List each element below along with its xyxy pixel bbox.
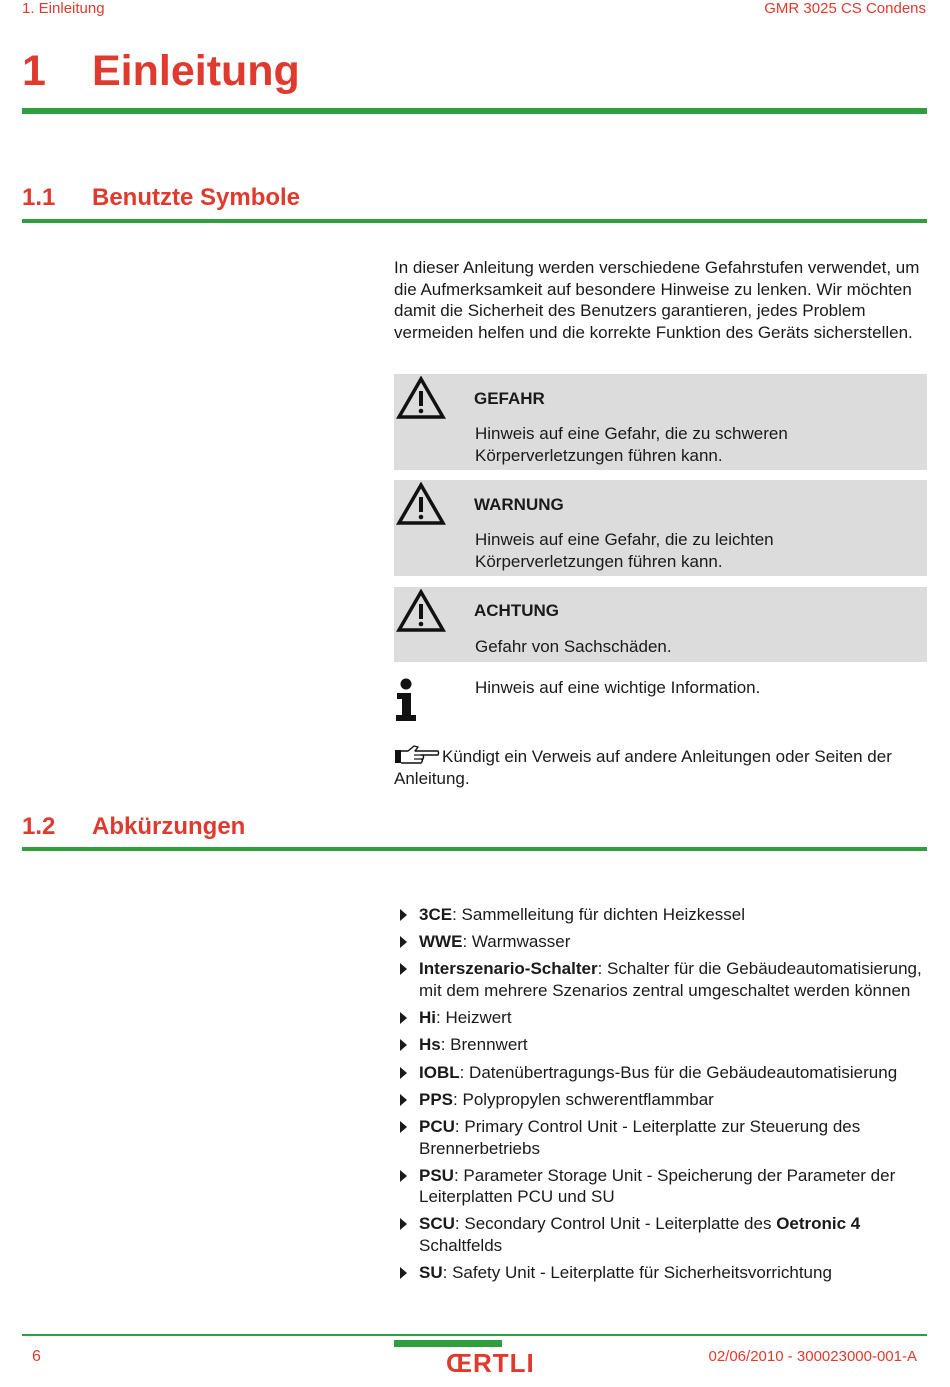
abbreviation-desc: : Heizwert <box>436 1008 512 1028</box>
footer-accent-bar <box>394 1340 502 1347</box>
section-heading-symbols <box>22 183 300 213</box>
list-item <box>398 1213 928 1256</box>
abbreviation-term: Hi <box>419 1008 436 1028</box>
bullet-triangle-icon <box>400 1170 407 1182</box>
warning-triangle-icon <box>396 482 446 526</box>
bullet-triangle-icon <box>400 1012 407 1024</box>
list-item <box>398 1089 928 1111</box>
section-rule <box>22 847 927 851</box>
abbreviation-term: Hs <box>419 1035 441 1055</box>
section-number: 1.1 <box>22 184 56 211</box>
note-text: Gefahr von Sachschäden. <box>475 637 672 656</box>
running-header-chapter: 1. Einleitung <box>22 0 105 17</box>
section-title: Benutzte Symbole <box>92 184 301 211</box>
reference-text: Kündigt ein Verweis auf andere Anleitungen oder Seiten der Anleitung. <box>394 747 892 788</box>
note-box-warning <box>394 480 927 576</box>
warning-triangle-icon <box>396 589 446 633</box>
abbreviation-desc: : Brennwert <box>440 1035 528 1055</box>
warning-triangle-icon <box>396 376 446 420</box>
brand-logo: ŒRTLI <box>446 1348 535 1378</box>
abbreviation-term: WWE <box>419 932 463 952</box>
note-text: Hinweis auf eine Gefahr, die zu schweren Körperverletzungen führen kann. <box>475 424 788 465</box>
abbreviation-desc: : Primary Control Unit - Leiterplatte zur Steuerung des Brennerbetriebs <box>419 1116 861 1158</box>
document-reference: 02/06/2010 - 300023000-001-A <box>708 1348 917 1365</box>
list-item <box>398 1262 928 1284</box>
chapter-title-text: Einleitung <box>92 47 300 95</box>
list-item <box>398 958 928 1001</box>
note-box-caution <box>394 587 927 662</box>
abbreviation-desc: : Sammelleitung für dichten Heizkessel <box>452 905 745 924</box>
list-item <box>398 1034 928 1056</box>
section-heading-abbreviations <box>22 812 245 842</box>
bullet-triangle-icon <box>400 1218 407 1230</box>
list-item <box>398 1165 928 1208</box>
abbreviation-desc-bold: Oetronic 4 <box>776 1214 861 1234</box>
abbreviation-term: PPS <box>419 1089 454 1109</box>
abbreviation-desc: : Secondary Control Unit - Leiterplatte des <box>454 1214 777 1234</box>
list-item <box>398 1007 928 1029</box>
note-title: ACHTUNG <box>474 601 559 620</box>
bullet-triangle-icon <box>400 1039 407 1051</box>
bullet-triangle-icon <box>400 1121 407 1133</box>
page-number: 6 <box>32 1348 41 1365</box>
bullet-triangle-icon <box>400 909 407 921</box>
list-item <box>398 904 928 926</box>
bullet-triangle-icon <box>400 1067 407 1079</box>
reference-note <box>394 745 929 789</box>
note-title: WARNUNG <box>474 495 564 514</box>
note-text: Hinweis auf eine Gefahr, die zu leichten Körperverletzungen führen kann. <box>475 530 774 571</box>
info-icon <box>394 678 420 722</box>
abbreviation-desc-tail: Schaltfelds <box>419 1236 503 1256</box>
footer-rule <box>22 1334 927 1336</box>
bullet-triangle-icon <box>400 1094 407 1106</box>
chapter-title <box>22 44 300 98</box>
abbreviation-term: Interszenario-Schalter <box>419 959 598 979</box>
abbreviation-term: PCU <box>419 1116 455 1136</box>
abbreviation-desc: : Datenübertragungs-Bus für die Gebäudeautomatisierung <box>459 1062 898 1082</box>
section-rule <box>22 219 927 223</box>
note-title: GEFAHR <box>474 389 545 408</box>
list-item <box>398 1062 928 1084</box>
chapter-rule <box>22 108 927 114</box>
bullet-triangle-icon <box>400 936 407 948</box>
abbreviation-desc: : Schalter für die Gebäudeautomatisierung, mit dem mehrere Szenarios zentral umgeschaltet werden können <box>419 959 922 1000</box>
abbreviation-desc: : Polypropylen schwerentflammbar <box>453 1089 714 1109</box>
bullet-triangle-icon <box>400 963 407 975</box>
note-box-danger <box>394 374 927 470</box>
abbreviation-term: 3CE <box>419 905 453 924</box>
list-item <box>398 1116 928 1159</box>
abbreviation-term: PSU <box>419 1165 454 1185</box>
abbreviation-list <box>398 904 928 1289</box>
abbreviation-term: SCU <box>419 1214 455 1234</box>
section-title: Abkürzungen <box>92 813 246 840</box>
pointing-hand-icon <box>394 745 440 765</box>
abbreviation-term: IOBL <box>419 1062 460 1082</box>
intro-paragraph: In dieser Anleitung werden verschiedene Gefahrstufen verwendet, um die Aufmerksamkeit auf besondere Hinweise zu lenken. Wir möchten damit die Sicherheit des Benutzers garantieren, jedes Problem vermeiden helfen und die korrekte Funktion des Geräts sicherstellen. <box>394 258 920 342</box>
running-header-product: GMR 3025 CS Condens <box>764 0 926 17</box>
info-text: Hinweis auf eine wichtige Information. <box>475 678 761 697</box>
chapter-number: 1 <box>22 47 46 95</box>
bullet-triangle-icon <box>400 1267 407 1279</box>
abbreviation-desc: : Parameter Storage Unit - Speicherung der Parameter der Leiterplatten PCU und SU <box>419 1165 896 1207</box>
section-number: 1.2 <box>22 813 56 840</box>
abbreviation-term: SU <box>419 1263 443 1283</box>
abbreviation-desc: : Safety Unit - Leiterplatte für Sicherheitsvorrichtung <box>442 1263 832 1283</box>
abbreviation-desc: : Warmwasser <box>462 932 571 952</box>
list-item <box>398 931 928 953</box>
